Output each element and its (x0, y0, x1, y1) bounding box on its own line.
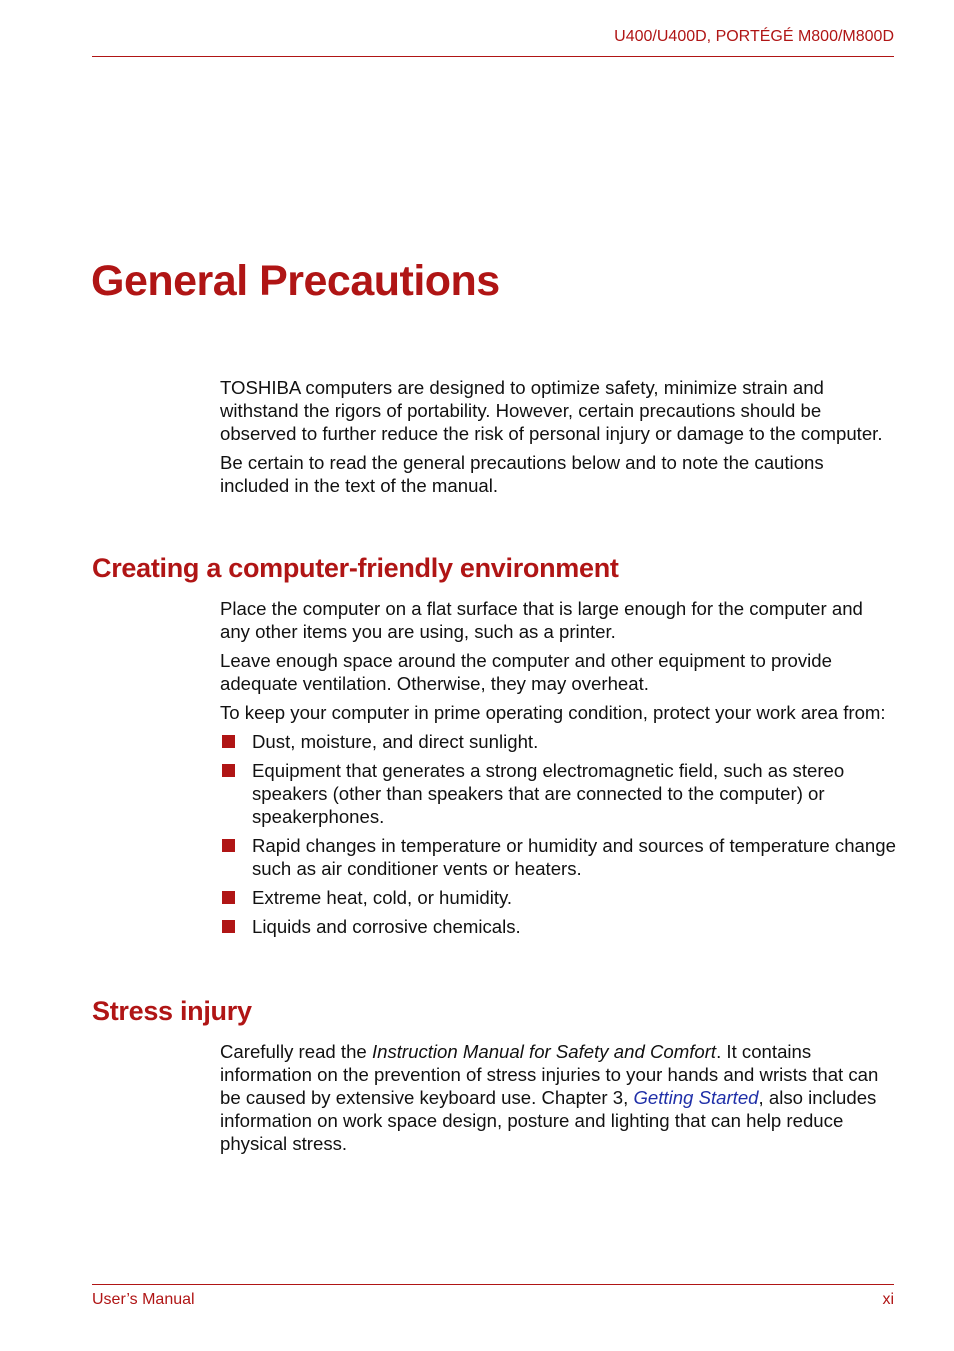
header-rule (92, 56, 894, 57)
list-item (220, 886, 896, 909)
square-bullet-icon (222, 764, 235, 777)
environment-paragraph-3: To keep your computer in prime operating condition, protect your work area from: (220, 702, 886, 723)
section-heading-stress-injury: Stress injury (92, 996, 252, 1026)
list-item-text: Rapid changes in temperature or humidity and sources of temperature change such as air conditioner vents or heaters. (252, 835, 896, 879)
intro-block (220, 376, 896, 503)
environment-block (220, 597, 896, 944)
list-item (220, 759, 896, 828)
list-item (220, 915, 896, 938)
list-item-text: Dust, moisture, and direct sunlight. (252, 731, 539, 752)
square-bullet-icon (222, 735, 235, 748)
intro-paragraph-1: TOSHIBA computers are designed to optimize safety, minimize strain and withstand the rigors of portability. However, certain precautions should be observed to further reduce the risk of personal injury or damage to the computer. (220, 377, 883, 444)
footer-rule (92, 1284, 894, 1285)
stress-text-part-2: . It contains information on the prevention of stress injuries to your hands and wrists that can be caused by extensive keyboard use. Chapter 3, (220, 1041, 879, 1108)
section-heading-environment: Creating a computer-friendly environment (92, 553, 619, 583)
hazard-list (220, 730, 896, 938)
stress-text-part-1: Carefully read the (220, 1041, 372, 1062)
square-bullet-icon (222, 920, 235, 933)
square-bullet-icon (222, 839, 235, 852)
intro-paragraph-2: Be certain to read the general precautions below and to note the cautions included in the text of the manual. (220, 452, 824, 496)
list-item (220, 730, 896, 753)
page-title: General Precautions (91, 257, 500, 305)
running-header: U400/U400D, PORTÉGÉ M800/M800D (614, 28, 894, 45)
stress-text-part-3: , also includes information on work space design, posture and lighting that can help reduce physical stress. (220, 1087, 877, 1154)
footer-manual-label: User’s Manual (92, 1291, 195, 1308)
environment-paragraph-2: Leave enough space around the computer and other equipment to provide adequate ventilation. Otherwise, they may overheat. (220, 650, 832, 694)
environment-paragraph-1: Place the computer on a flat surface that is large enough for the computer and any other items you are using, such as a printer. (220, 598, 863, 642)
stress-injury-block (220, 1040, 896, 1161)
stress-injury-paragraph (220, 1040, 896, 1155)
manual-title-reference: Instruction Manual for Safety and Comfort (371, 1041, 717, 1062)
list-item (220, 834, 896, 880)
getting-started-link[interactable]: Getting Started (633, 1087, 759, 1108)
square-bullet-icon (222, 891, 235, 904)
list-item-text: Liquids and corrosive chemicals. (252, 916, 521, 937)
list-item-text: Extreme heat, cold, or humidity. (252, 887, 513, 908)
page-number: xi (882, 1291, 894, 1308)
list-item-text: Equipment that generates a strong electromagnetic field, such as stereo speakers (other than speakers that are connected to the computer) or speakerphones. (252, 760, 845, 827)
